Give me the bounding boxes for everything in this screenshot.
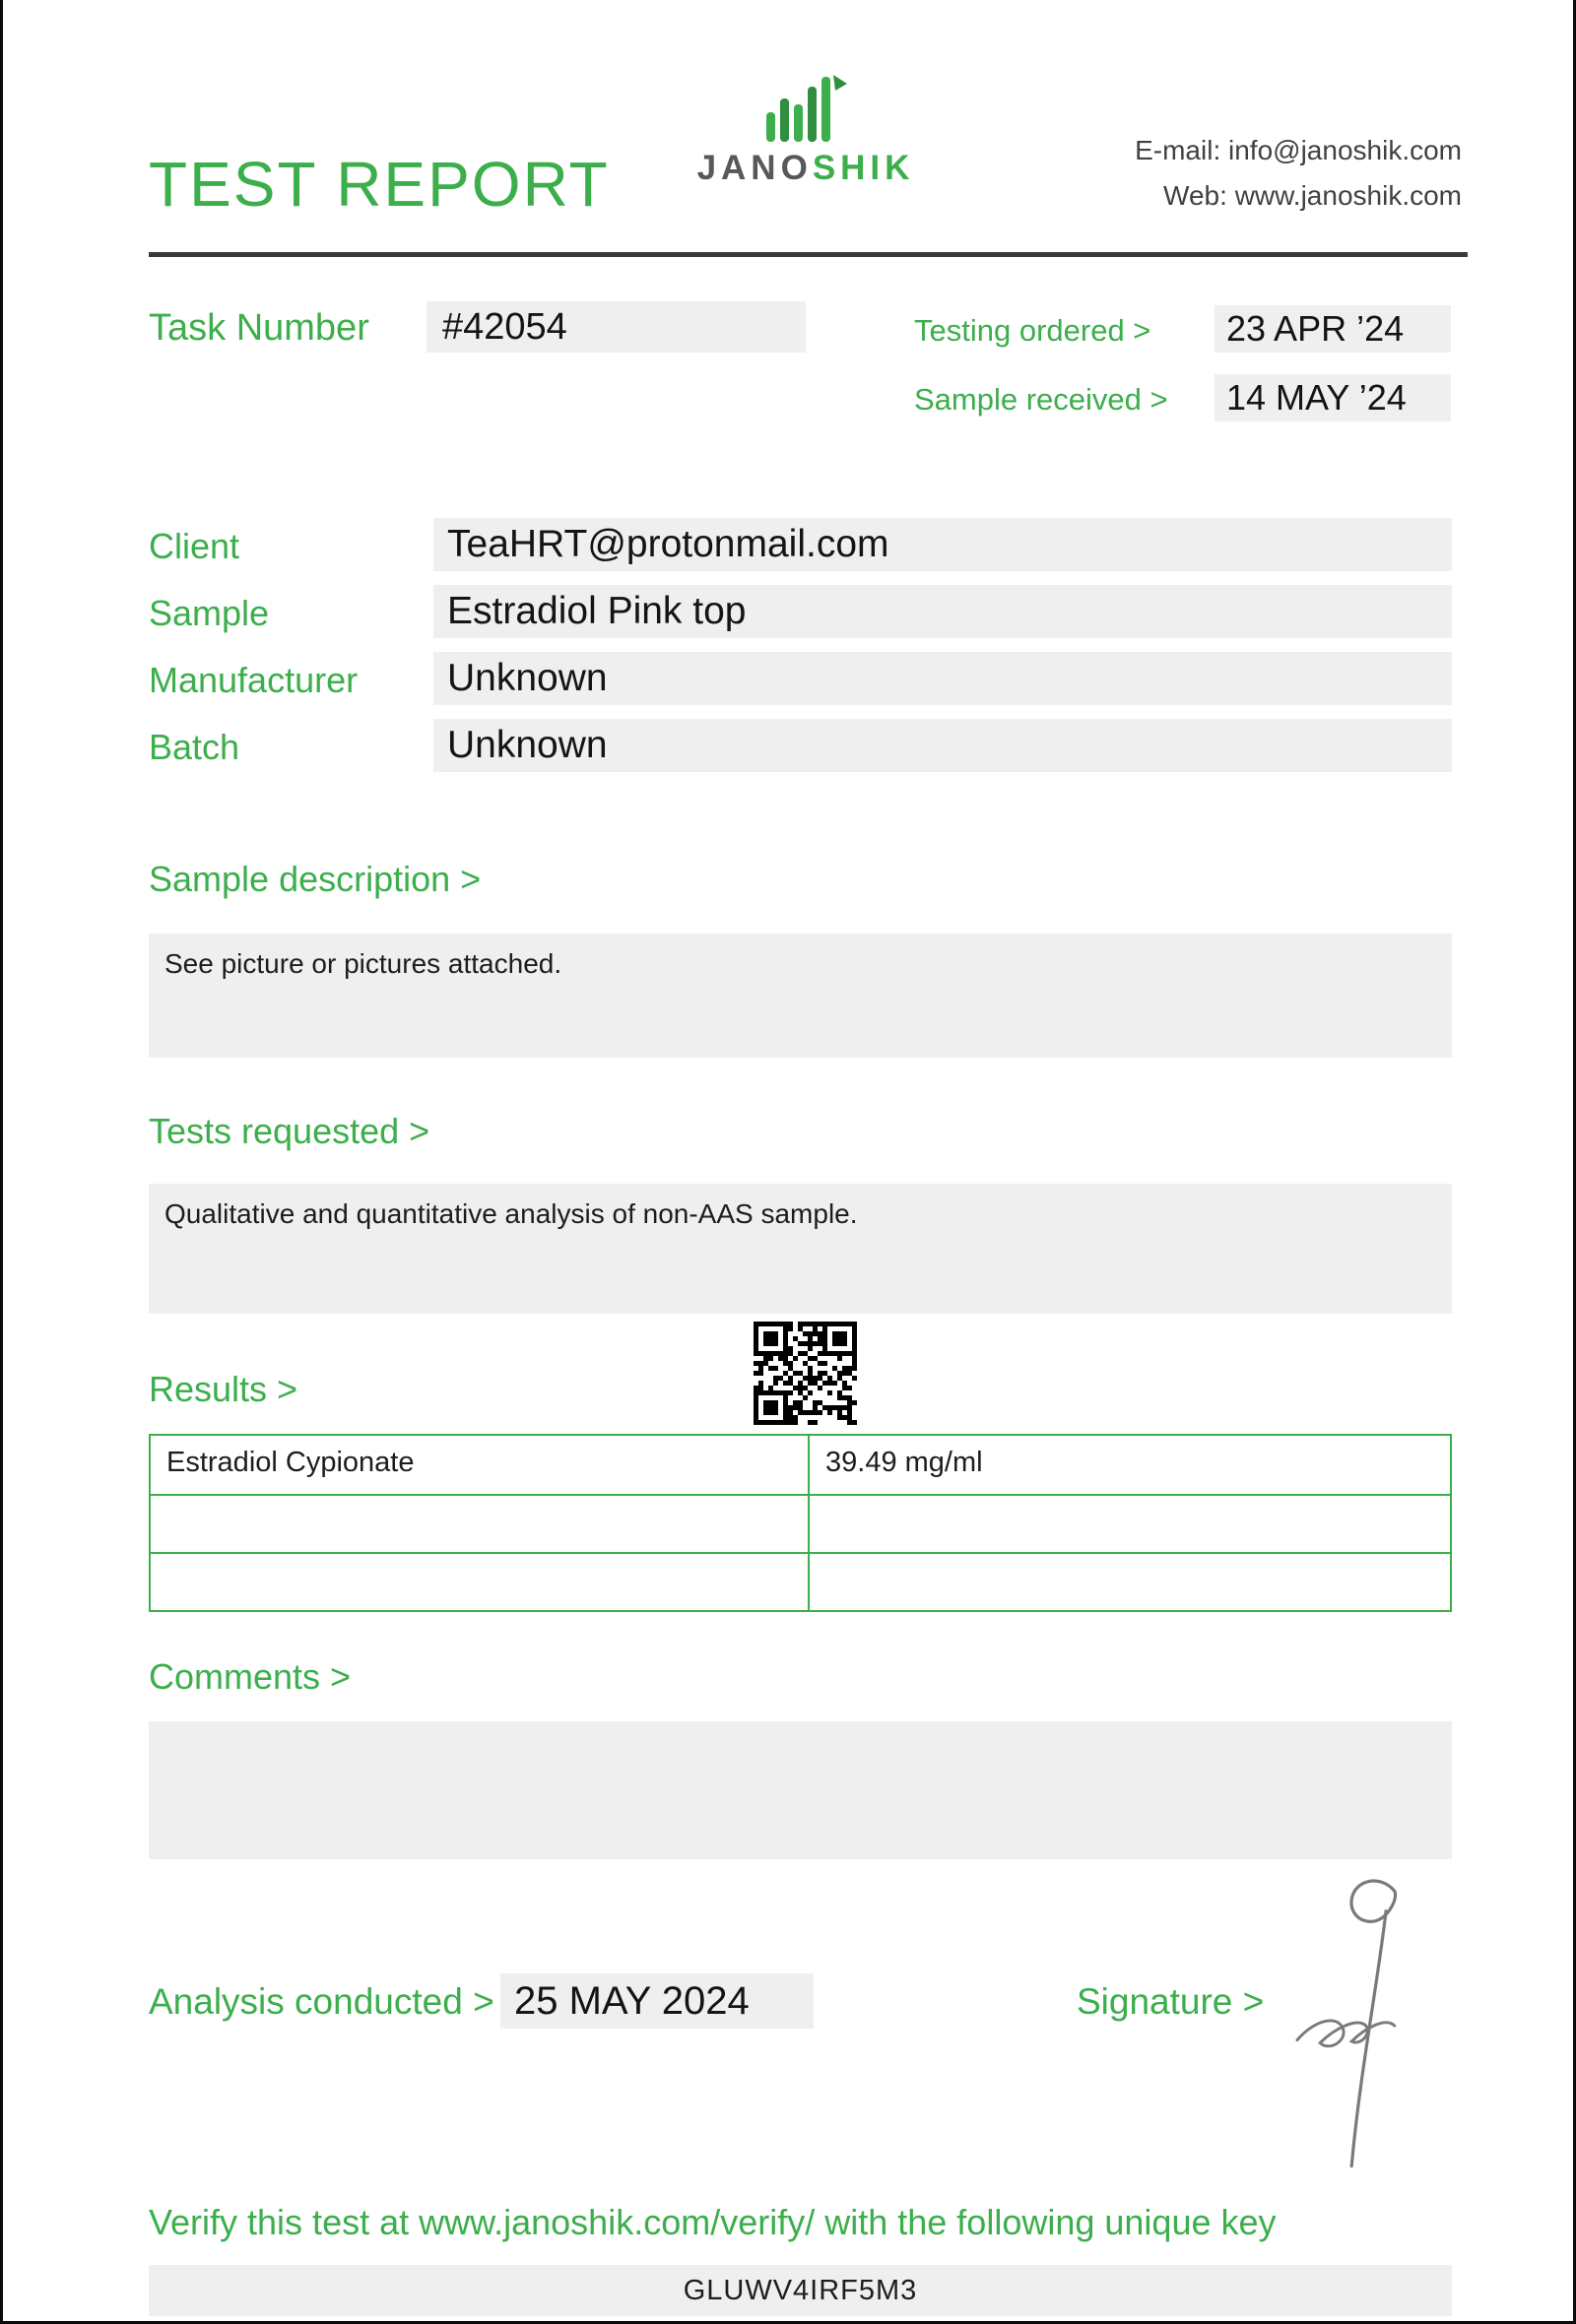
batch-value: Unknown [433, 719, 1452, 772]
table-row [151, 1494, 1450, 1552]
contact-web-line [1135, 173, 1462, 219]
logo-chart-icon [760, 73, 851, 149]
signature-label: Signature > [1077, 1981, 1265, 2022]
result-value: 39.49 mg/ml [825, 1447, 983, 1478]
table-row [151, 1552, 1450, 1610]
verify-instruction: Verify this test at www.janoshik.com/verify/ with the following unique key [149, 2202, 1277, 2242]
comments-label: Comments > [149, 1656, 352, 1697]
result-substance [151, 1496, 810, 1552]
task-number-label: Task Number [149, 307, 369, 349]
qr-code [754, 1322, 857, 1425]
logo [683, 73, 929, 188]
result-value [810, 1496, 1450, 1552]
logo-text-primary: JANO [696, 149, 813, 187]
result-substance [151, 1554, 810, 1610]
contact-email-line [1135, 128, 1462, 173]
sample-label: Sample [149, 593, 270, 633]
batch-label: Batch [149, 727, 240, 767]
sample-received-value: 14 MAY ’24 [1215, 374, 1451, 421]
web-value: www.janoshik.com [1234, 180, 1462, 211]
comments-box [149, 1721, 1452, 1859]
result-value [810, 1554, 1450, 1610]
analysis-conducted-label: Analysis conducted > [149, 1981, 494, 2022]
sample-value: Estradiol Pink top [433, 585, 1452, 638]
analysis-conducted-value: 25 MAY 2024 [500, 1973, 814, 2029]
client-value: TeaHRT@protonmail.com [433, 518, 1452, 571]
sample-description-box: See picture or pictures attached. [149, 934, 1452, 1058]
task-number-value: #42054 [427, 301, 806, 353]
email-label: E-mail: [1135, 135, 1221, 165]
client-label: Client [149, 526, 240, 566]
page-title: TEST REPORT [149, 149, 610, 220]
manufacturer-label: Manufacturer [149, 660, 359, 700]
unique-key-value: GLUWV4IRF5M3 [149, 2265, 1452, 2316]
testing-ordered-value: 23 APR ’24 [1215, 305, 1451, 353]
logo-text-accent: SHIK [812, 149, 915, 187]
signature-image [1254, 1871, 1461, 2191]
sample-description-label: Sample description > [149, 859, 482, 899]
tests-requested-box: Qualitative and quantitative analysis of non-AAS sample. [149, 1184, 1452, 1314]
results-table [149, 1434, 1452, 1612]
logo-wordmark [683, 149, 929, 188]
manufacturer-value: Unknown [433, 652, 1452, 705]
results-label: Results > [149, 1369, 298, 1409]
sample-received-label: Sample received > [914, 382, 1168, 417]
table-row [151, 1436, 1450, 1494]
header-divider [149, 252, 1468, 257]
email-value: info@janoshik.com [1228, 135, 1462, 165]
tests-requested-label: Tests requested > [149, 1111, 430, 1151]
result-substance: Estradiol Cypionate [151, 1436, 810, 1494]
testing-ordered-label: Testing ordered > [914, 313, 1151, 348]
contact-block [1135, 128, 1462, 219]
web-label: Web: [1163, 180, 1227, 211]
